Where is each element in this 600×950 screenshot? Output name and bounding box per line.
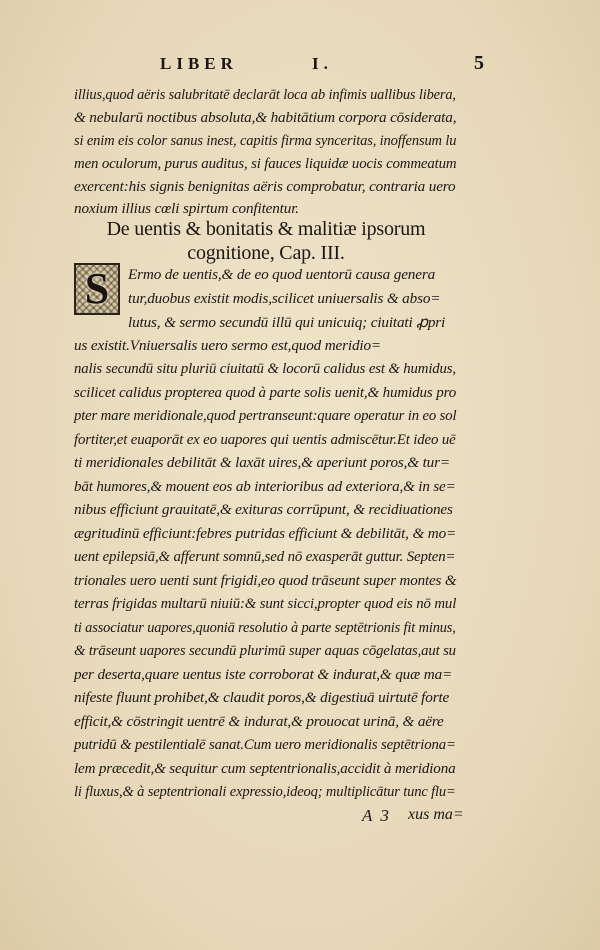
running-head-book-number: I.: [312, 54, 333, 73]
text-line: terras frigidas multarū niuiū:& sunt sicci,propter quod eis nō mul: [74, 595, 457, 612]
text-line: us existit.Vniuersalis uero sermo est,quod meridio=: [74, 337, 382, 354]
text-line: ægritudinū efficiunt:febres putridas efficiunt & debilitāt, & mo=: [74, 525, 457, 542]
text-line: putridū & pestilentialē sanat.Cum uero meridionalis septētriona=: [74, 736, 456, 753]
text-line: nibus efficiunt grauitatē,& exituras corrūpunt, & recidiuationes: [74, 501, 453, 518]
text-line: tur,duobus existit modis,scilicet uniuersalis & abso=: [128, 290, 441, 307]
text-line: & trāseunt uapores secundū plurimū super aquas cōgelatas,aut su: [74, 642, 456, 659]
catchword: xus ma=: [408, 806, 464, 823]
text-line: exercent:his signis benignitas aëris comprobatur, contraria uero: [74, 178, 456, 195]
text-line: men oculorum, purus auditus, si fauces liquidæ uocis commeatum: [74, 155, 457, 172]
text-line: li fluxus,& à septentrionali expressio,ideoq; multiplicātur tunc flu=: [74, 783, 456, 800]
text-line: ti meridionales debilitāt & laxāt uires,& aperiunt poros,& tur=: [74, 454, 450, 471]
text-line: trionales uero uenti sunt frigidi,eo quod trāseunt super montes &: [74, 572, 457, 589]
text-line: efficit,& cōstringit uentrē & indurat,& prouocat urinā, & aëre: [74, 713, 444, 730]
text-line: uent epilepsiā,& afferunt somnū,sed nō exasperāt guttur. Septen=: [74, 548, 456, 565]
chapter-heading-line-2: cognitione, Cap. III.: [187, 242, 345, 264]
text-line: si enim eis color sanus inest, capitis firma synceritas, inoffensum lu: [74, 132, 457, 149]
text-line: nifeste fluunt prohibet,& claudit poros,& digestiuā uirtutē forte: [74, 689, 450, 706]
text-line: & nebularū noctibus absoluta,& habitātium corpora cōsiderata,: [74, 109, 457, 126]
text-line: per deserta,quare uentus iste corroborat & indurat,& quæ ma=: [74, 666, 453, 683]
text-line: Ermo de uentis,& de eo quod uentorū causa genera: [128, 266, 436, 283]
running-head-title: LIBER: [160, 54, 238, 73]
text-line: lem præcedit,& sequitur cum septentrionalis,accidit à meridiona: [74, 760, 456, 777]
text-line: nalis secundū situ pluriū ciuitatū & locorū calidus est & humidus,: [74, 360, 456, 377]
text-line: noxium illius cœli spirtum confitentur.: [74, 200, 299, 217]
folio-number: 5: [474, 52, 484, 74]
chapter-heading-line-1: De uentis & bonitatis & malitiæ ipsorum: [106, 218, 426, 240]
decorated-initial-letter: [74, 263, 120, 315]
initial-letter-glyph: S: [84, 264, 110, 313]
signature-mark: A 3: [362, 806, 391, 825]
text-line: illius,quod aëris salubritatē declarāt loca ab infimis uallibus libera,: [74, 86, 456, 103]
text-line: bāt humores,& mouent eos ab interioribus ad exteriora,& in se=: [74, 478, 456, 495]
text-line: pter mare meridionale,quod pertranseunt:quare operatur in eo sol: [74, 407, 457, 424]
text-line: lutus, & sermo secundū illū qui unicuiq; ciuitati ꝓpri: [128, 314, 446, 331]
text-line: scilicet calidus propterea quod à parte solis uenit,& humidus pro: [74, 384, 457, 401]
text-line: ti associatur uapores,quoniā resolutio à parte septētrionis fit minus,: [74, 619, 456, 636]
text-line: fortiter,et euaporāt ex eo uapores qui uentis admiscētur.Et ideo uē: [74, 431, 456, 448]
